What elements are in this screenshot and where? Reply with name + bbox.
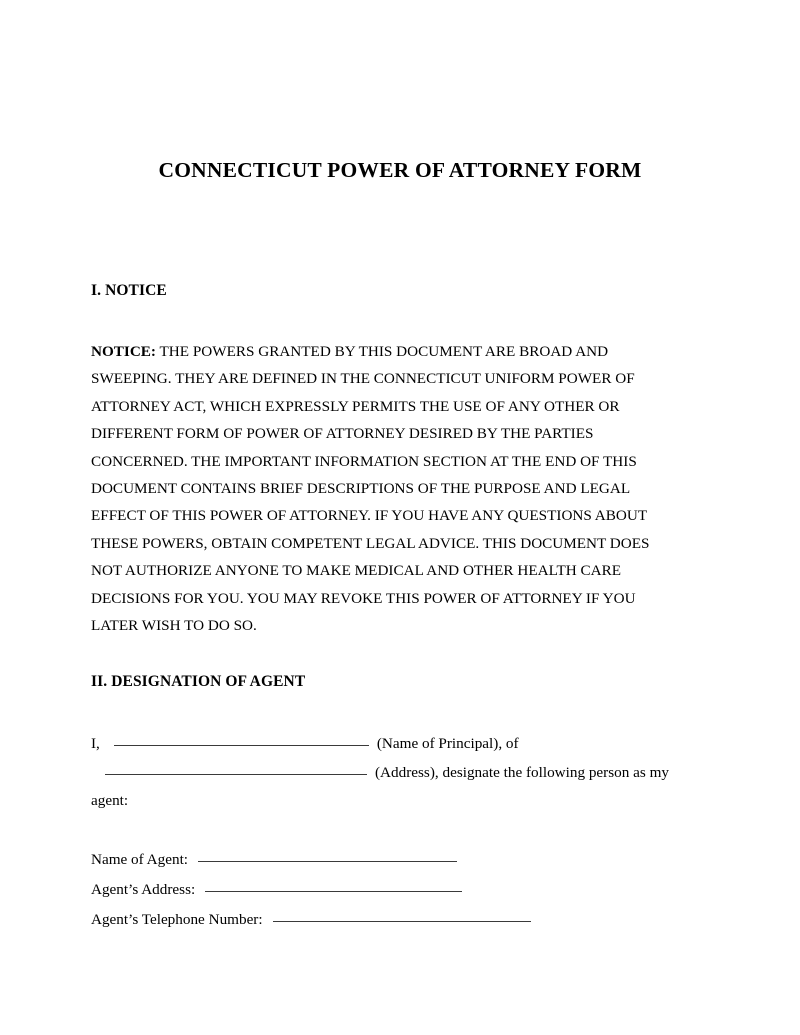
agent-phone-label: Agent’s Telephone Number:	[91, 911, 263, 928]
designation-block	[91, 730, 701, 816]
agent-name-label: Name of Agent:	[91, 851, 189, 868]
notice-label: NOTICE:	[91, 343, 156, 360]
agent-address-label: Agent’s Address:	[91, 881, 196, 898]
agent-word-label: agent:	[91, 792, 129, 809]
notice-paragraph	[91, 338, 683, 639]
agent-fields-block	[91, 845, 701, 935]
agent-phone-row	[91, 905, 701, 935]
principal-prefix-label: I,	[91, 735, 100, 752]
agent-name-row	[91, 845, 701, 875]
agent-word-row	[91, 787, 701, 816]
section-heading-notice: I. NOTICE	[91, 282, 167, 299]
principal-address-caption: (Address), designate the following person as my	[375, 763, 669, 781]
notice-text: THE POWERS GRANTED BY THIS DOCUMENT ARE BROAD AND SWEEPING. THEY ARE DEFINED IN THE CONNECTICUT UNIFORM POWER OF ATTORNEY ACT, WHICH EXPRESSLY PERMITS THE USE OF ANY OTHER OR DIFFERENT FORM OF POWER OF ATTORNEY DESIRED BY THE PARTIES CONCERNED. THE IMPORTANT INFORMATION SECTION AT THE END OF THIS DOCUMENT CONTAINS BRIEF DESCRIPTIONS OF THE PURPOSE AND LEGAL EFFECT OF THIS POWER OF ATTORNEY. IF YOU HAVE ANY QUESTIONS ABOUT THESE POWERS, OBTAIN COMPETENT LEGAL ADVICE. THIS DOCUMENT DOES NOT AUTHORIZE ANYONE TO MAKE MEDICAL AND OTHER HEALTH CARE DECISIONS FOR YOU. YOU MAY REVOKE THIS POWER OF ATTORNEY IF YOU LATER WISH TO DO SO.	[91, 343, 650, 635]
page-title: CONNECTICUT POWER OF ATTORNEY FORM	[158, 158, 642, 182]
principal-address-blank[interactable]	[105, 774, 367, 775]
agent-name-blank[interactable]	[198, 861, 457, 862]
agent-address-blank[interactable]	[205, 891, 462, 892]
section-heading-designation: II. DESIGNATION OF AGENT	[91, 673, 306, 690]
agent-phone-blank[interactable]	[273, 921, 531, 922]
principal-address-row	[91, 759, 701, 788]
principal-name-row	[91, 730, 701, 759]
principal-name-blank[interactable]	[114, 745, 369, 746]
principal-name-caption: (Name of Principal), of	[376, 735, 519, 752]
agent-address-row	[91, 875, 701, 905]
